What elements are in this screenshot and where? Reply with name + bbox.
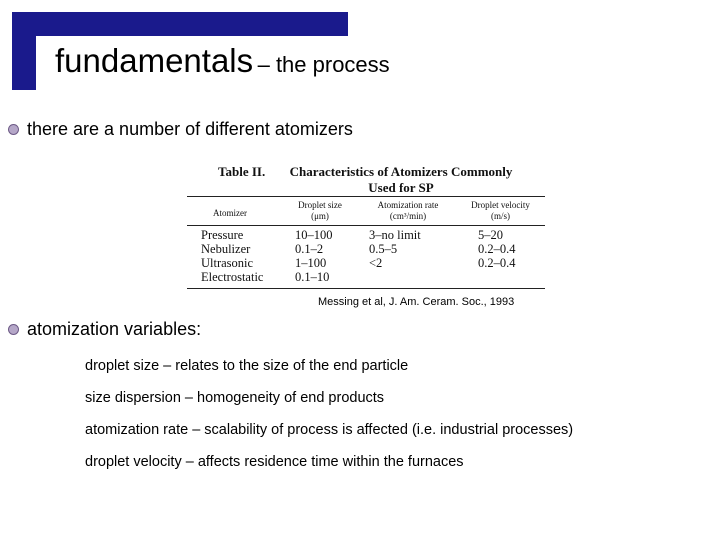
table-citation: Messing et al, J. Am. Ceram. Soc., 1993 xyxy=(318,296,515,308)
slide-title xyxy=(55,42,390,80)
table-header-unit: (m/s) xyxy=(491,211,510,221)
table-header-unit: (μm) xyxy=(311,211,329,221)
table-header-rule xyxy=(187,225,545,226)
bullet-item xyxy=(8,319,201,340)
title-accent-bar-left xyxy=(12,12,36,90)
bullet-dot-icon xyxy=(8,124,19,135)
table-bottom-rule xyxy=(187,288,545,289)
table-cell: Ultrasonic xyxy=(201,256,254,270)
bullet-dot-icon xyxy=(8,324,19,335)
table-cell: 0.2–0.4 xyxy=(478,256,516,270)
variable-item: droplet size – relates to the size of the end particle xyxy=(85,358,409,374)
table-header-text: Droplet velocity xyxy=(471,200,530,210)
table-header-text: Droplet size xyxy=(298,200,342,210)
table-header-atomizer xyxy=(195,208,265,219)
table-header-droplet-size xyxy=(280,200,360,222)
atomizer-table-image xyxy=(185,158,547,291)
table-cell: 10–100 xyxy=(295,228,333,242)
table-cell: 5–20 xyxy=(478,228,503,242)
table-caption xyxy=(281,164,521,196)
table-header-text: Atomizer xyxy=(213,208,247,218)
table-label: Table II. xyxy=(218,164,266,179)
table-caption-line2: Used for SP xyxy=(368,180,434,195)
table-cell: Nebulizer xyxy=(201,242,251,256)
title-accent-bar-top xyxy=(12,12,348,36)
variable-item: size dispersion – homogeneity of end products xyxy=(85,390,385,406)
table-top-rule xyxy=(187,196,545,197)
variable-item: droplet velocity – affects residence time within the furnaces xyxy=(85,454,464,470)
table-cell: 0.5–5 xyxy=(369,242,398,256)
table-cell: 1–100 xyxy=(295,256,327,270)
slide-title-sub: – the process xyxy=(257,52,390,77)
table-cell: 0.2–0.4 xyxy=(478,242,516,256)
bullet-text: atomization variables: xyxy=(27,319,202,339)
variable-item: atomization rate – scalability of process is affected (i.e. industrial processes) xyxy=(85,422,574,438)
table-header-text: Atomization rate xyxy=(377,200,439,210)
table-cell: 3–no limit xyxy=(369,228,421,242)
bullet-text: there are a number of different atomizers xyxy=(27,119,353,139)
table-header-unit: (cm³/min) xyxy=(389,211,427,221)
slide-title-main: fundamentals xyxy=(55,42,254,79)
table-cell: <2 xyxy=(369,256,383,270)
table-cell: Electrostatic xyxy=(201,270,264,284)
table-cell: 0.1–2 xyxy=(295,242,324,256)
table-cell: Pressure xyxy=(201,228,244,242)
table-header-atomization-rate xyxy=(363,200,453,222)
bullet-item xyxy=(8,119,353,140)
table-caption-line1: Characteristics of Atomizers Commonly xyxy=(289,164,513,179)
table-header-droplet-velocity xyxy=(458,200,543,222)
table-cell: 0.1–10 xyxy=(295,270,330,284)
